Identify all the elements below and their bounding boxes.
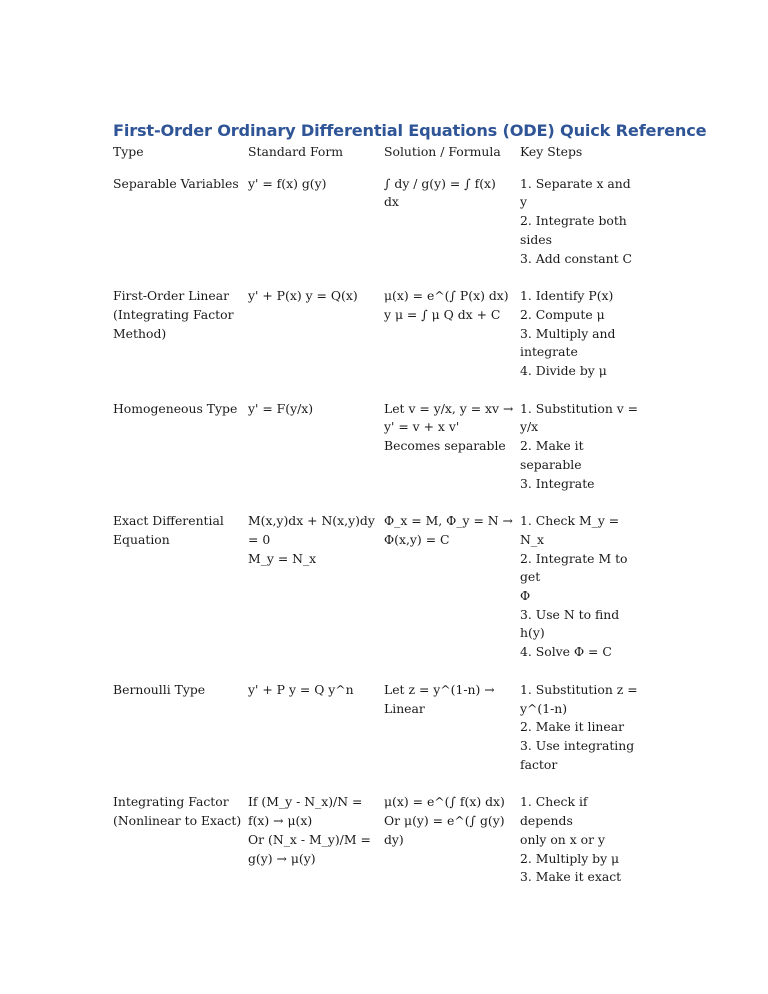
cell-key-steps: 1. Substitution z = y^(1-n) 2. Make it linear 3. Use integrating factor [520, 681, 638, 772]
cell-solution: ∫ dy / g(y) = ∫ f(x) dx [384, 175, 496, 210]
cell-type: First-Order Linear (Integrating Factor Method) [113, 288, 234, 341]
cell-standard-form: y' + P y = Q y^n [248, 681, 354, 697]
table-header-row [113, 143, 640, 175]
table-row [113, 287, 640, 400]
table-row [113, 512, 640, 681]
cell-key-steps: 1. Identify P(x) 2. Compute μ 3. Multiply and integrate 4. Divide by μ [520, 288, 616, 379]
ode-reference-table [113, 143, 640, 906]
cell-type: Exact Differential Equation [113, 513, 224, 547]
cell-key-steps: 1. Separate x and y 2. Integrate both sides 3. Add constant C [520, 175, 632, 266]
cell-key-steps: 1. Substitution v = y/x 2. Make it separable 3. Integrate [520, 400, 639, 491]
header-solution-formula: Solution / Formula [384, 144, 501, 159]
cell-key-steps: 1. Check if depends only on x or y 2. Multiply by μ 3. Make it exact [520, 794, 622, 885]
cell-type: Separable Variables [113, 175, 239, 191]
cell-type: Homogeneous Type [113, 400, 238, 416]
header-key-steps: Key Steps [520, 144, 583, 159]
cell-standard-form: If (M_y - N_x)/N = f(x) → μ(x) Or (N_x - M_y)/M = g(y) → μ(y) [248, 794, 371, 866]
table-row [113, 681, 640, 794]
cell-solution: Let v = y/x, y = xv → y' = v + x v' Becomes separable [384, 400, 514, 454]
cell-solution: μ(x) = e^(∫ f(x) dx) Or μ(y) = e^(∫ g(y) dy) [384, 794, 505, 847]
cell-type: Integrating Factor (Nonlinear to Exact) [113, 794, 242, 829]
cell-standard-form: y' = F(y/x) [248, 400, 314, 416]
cell-standard-form: M(x,y)dx + N(x,y)dy = 0 M_y = N_x [248, 513, 375, 566]
cell-solution: Φ_x = M, Φ_y = N → Φ(x,y) = C [384, 513, 513, 547]
table-row [113, 400, 640, 513]
table-row [113, 175, 640, 288]
cell-solution: Let z = y^(1-n) → Linear [384, 681, 495, 716]
header-type: Type [113, 144, 144, 159]
table-row [113, 793, 640, 906]
header-standard-form: Standard Form [248, 144, 343, 159]
cell-type: Bernoulli Type [113, 681, 206, 697]
cell-standard-form: y' = f(x) g(y) [248, 175, 327, 191]
cell-standard-form: y' + P(x) y = Q(x) [248, 288, 358, 304]
cell-key-steps: 1. Check M_y = N_x 2. Integrate M to get Φ 3. Use N to find h(y) 4. Solve Φ = C [520, 513, 628, 660]
document-title: First-Order Ordinary Differential Equations (ODE) Quick Reference [113, 121, 707, 140]
cell-solution: μ(x) = e^(∫ P(x) dx) y μ = ∫ μ Q dx + C [384, 288, 509, 322]
